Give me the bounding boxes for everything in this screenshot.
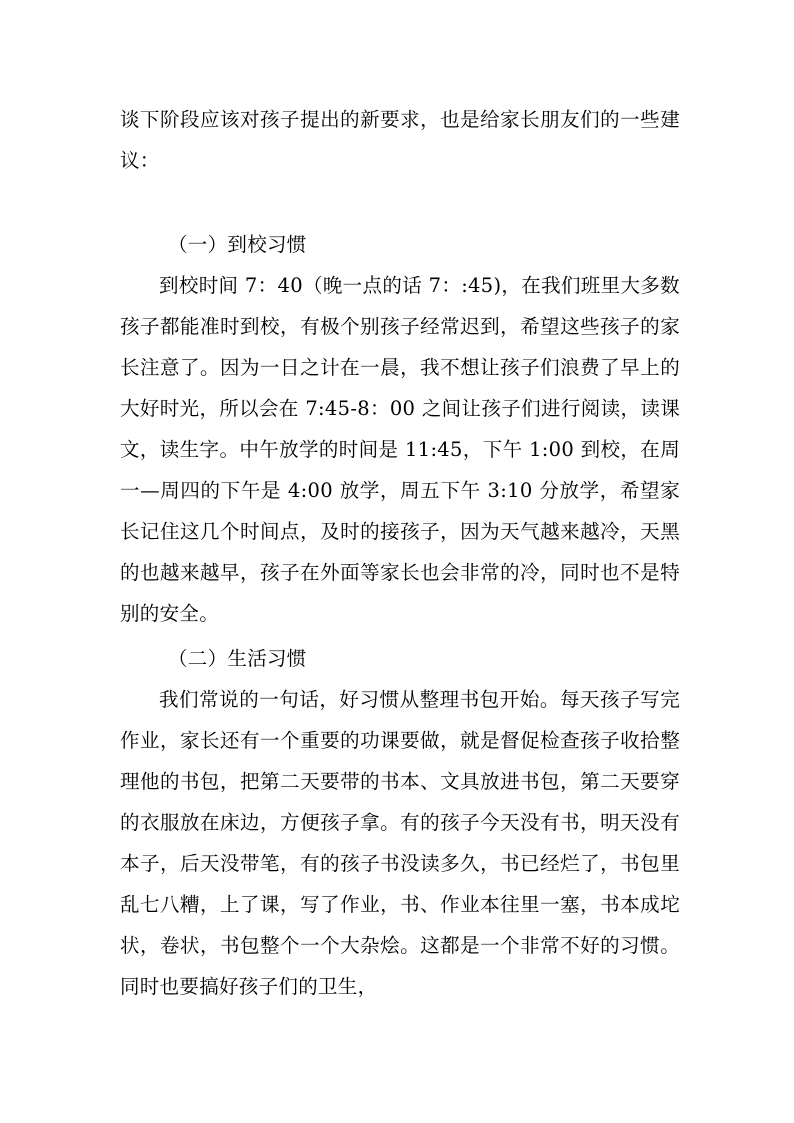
intro-text-block [120, 99, 680, 181]
intro-paragraph: 谈下阶段应该对孩子提出的新要求，也是给家长朋友们的一些建议： [120, 108, 680, 172]
life-habits-text-block [120, 679, 680, 1007]
section-heading-arrival-habits: （一）到校习惯 [168, 233, 307, 256]
life-habits-paragraph: 我们常说的一句话，好习惯从整理书包开始。每天孩子写完作业，家长还有一个重要的功课要做，就是督促检查孩子收拾整理他的书包，把第二天要带的书本、文具放进书包，第二天要穿的衣服放在床边，方便孩子拿。有的孩子今天没有书，明天没有本子，后天没带笔，有的孩子书没读多久，书已经烂了，书包里乱七八糟，上了课，写了作业，书、作业本往里一塞，书本成坨状，卷状，书包整个一个大杂烩。这都是一个非常不好的习惯。同时也要搞好孩子们的卫生， [120, 688, 680, 998]
arrival-habits-text-block [120, 265, 680, 634]
arrival-habits-paragraph: 到校时间 7：40（晚一点的话 7：:45)，在我们班里大多数孩子都能准时到校，有极个别孩子经常迟到，希望这些孩子的家长注意了。因为一日之计在一晨，我不想让孩子们浪费了早上的大好时光，所以会在 7:45-8：00 之间让孩子们进行阅读，读课文，读生字。中午放学的时间是 11:45，下午 1:00 到校，在周一—周四的下午是 4:00 放学，周五下午 3:10 分放学，希望家长记住这几个时间点，及时的接孩子，因为天气越来越冷，天黑的也越来越早，孩子在外面等家长也会非常的冷，同时也不是特别的安全。 [120, 274, 680, 625]
section-heading-life-habits: （二）生活习惯 [168, 647, 307, 670]
